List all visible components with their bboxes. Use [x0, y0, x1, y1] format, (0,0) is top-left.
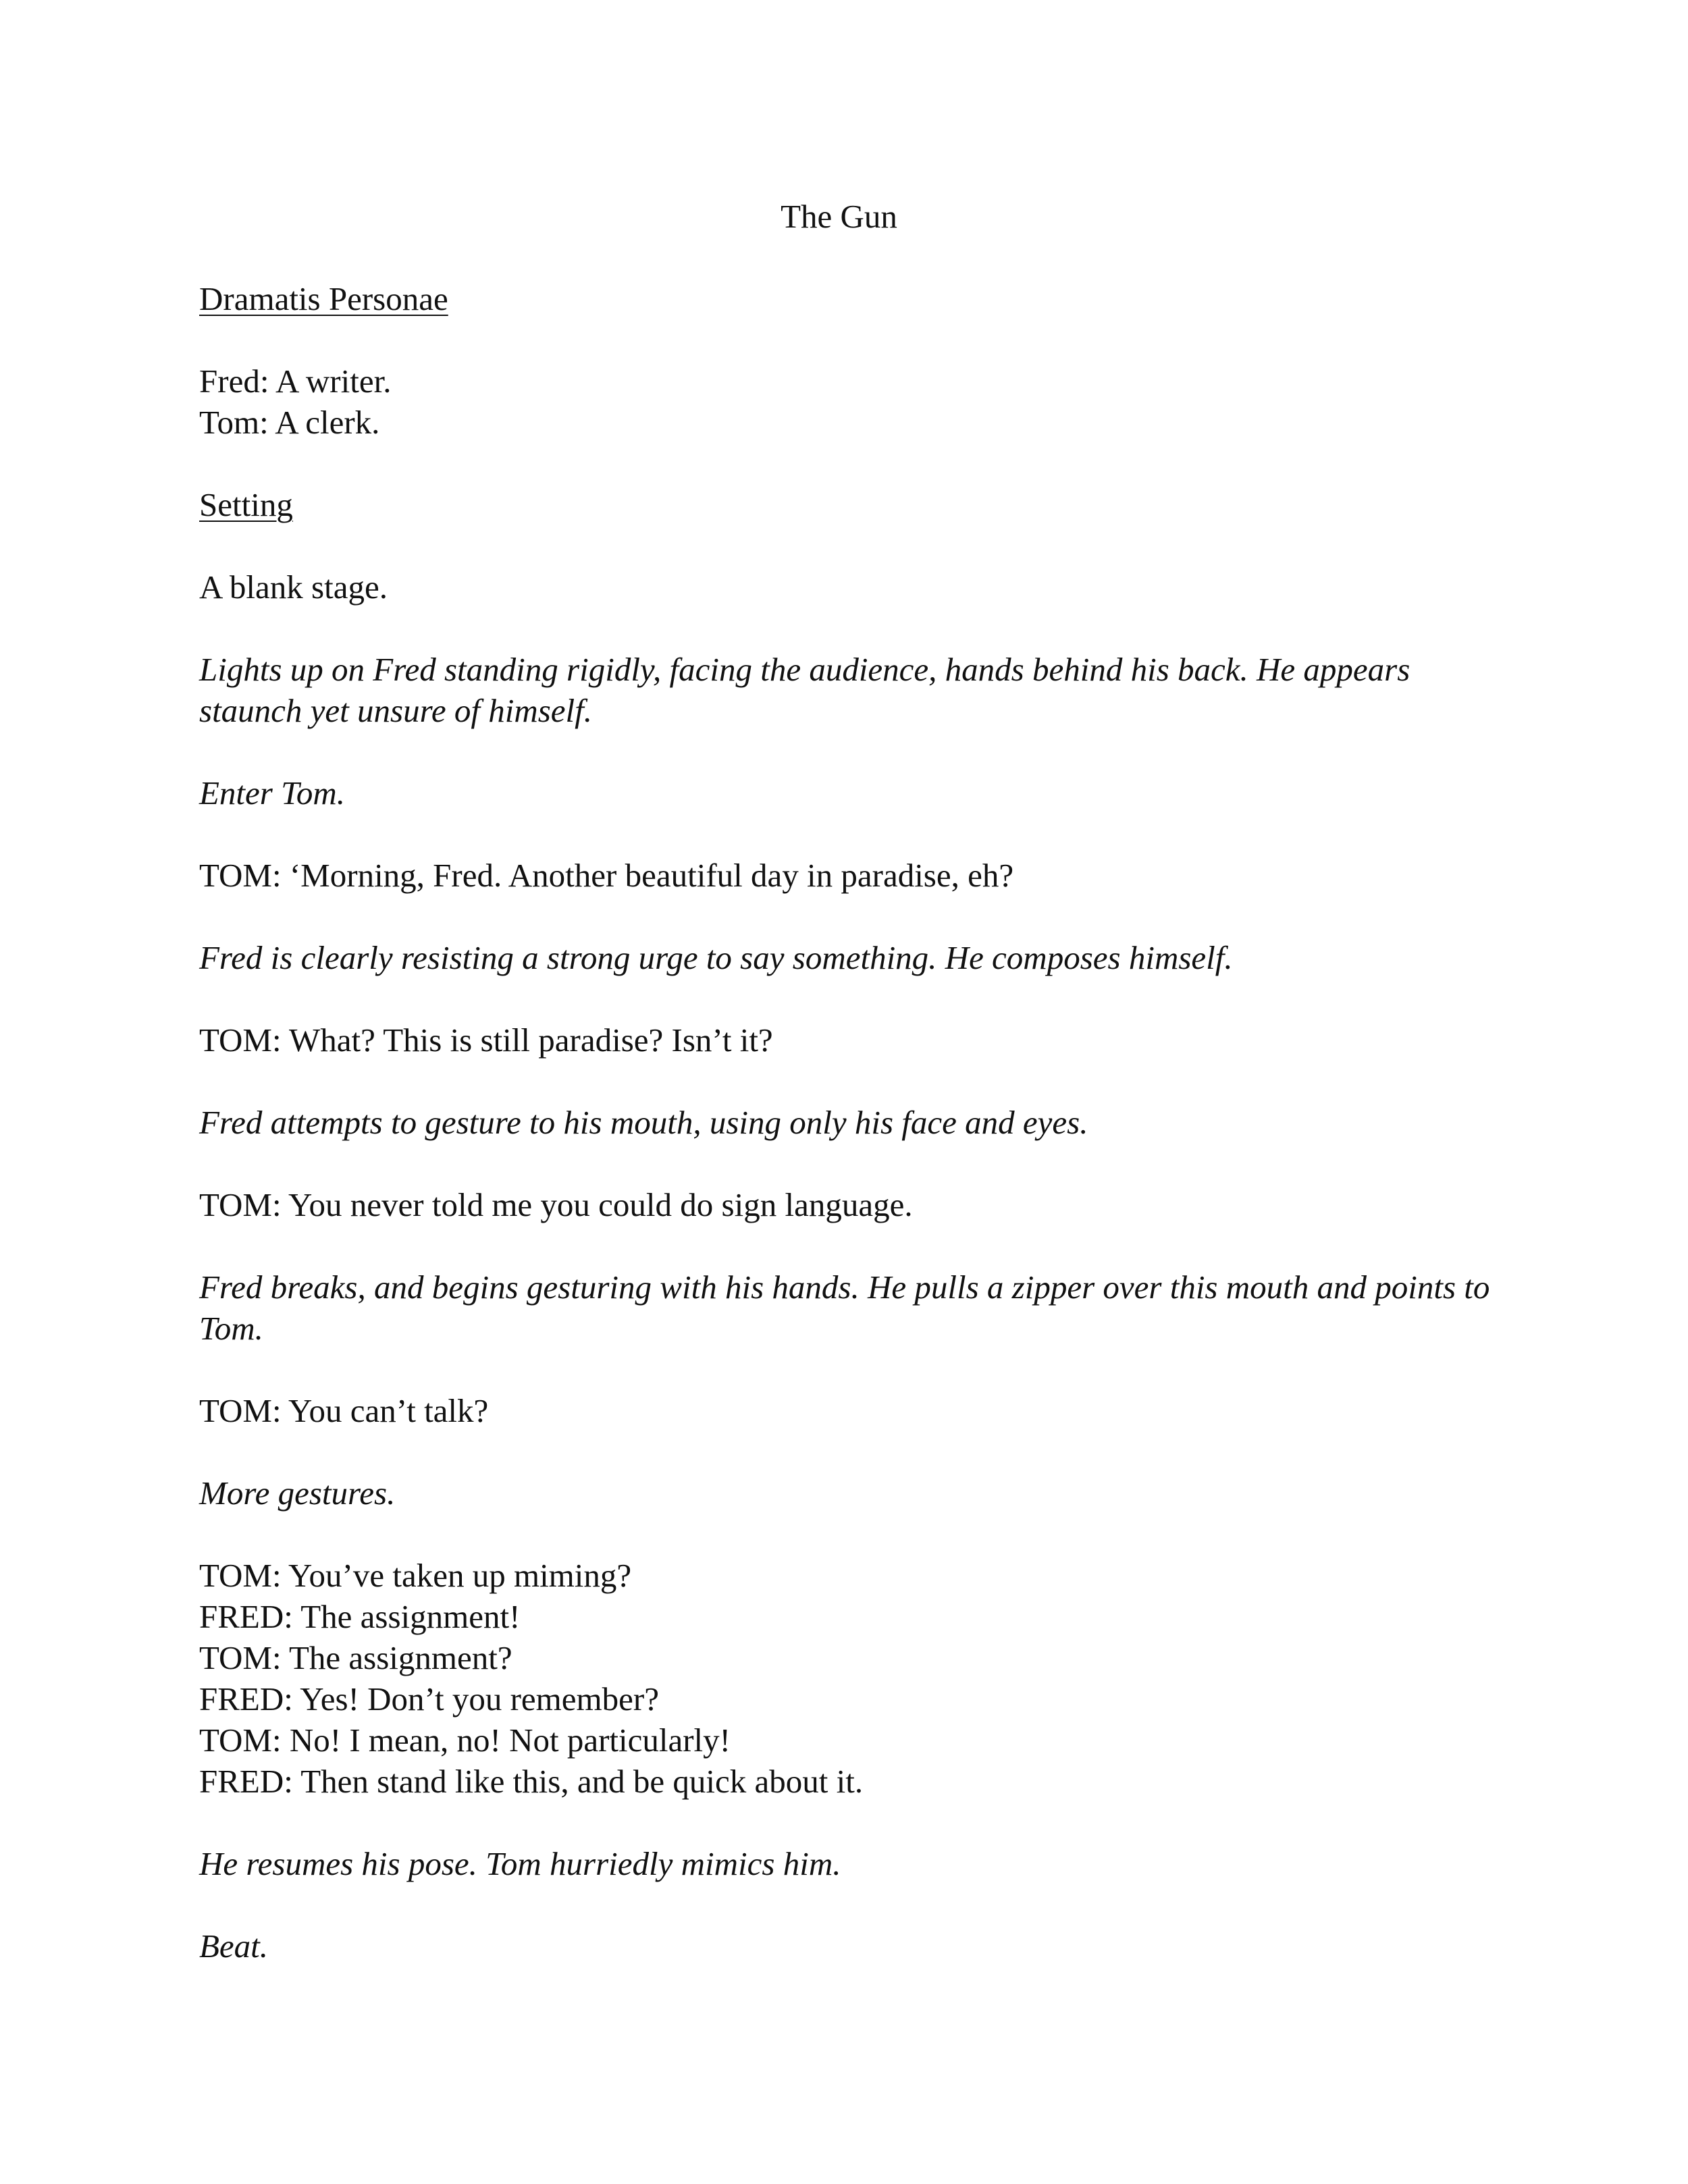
spacer	[199, 608, 1492, 649]
play-title: The Gun	[781, 198, 897, 235]
stage-direction: More gestures.	[199, 1474, 396, 1512]
dialogue-line: TOM: You can’t talk?	[199, 1392, 489, 1429]
dialogue-line: TOM: ‘Morning, Fred. Another beautiful day in paradise, eh?	[199, 857, 1014, 894]
spacer	[199, 1431, 1492, 1472]
dialogue-line: TOM: The assignment?	[199, 1639, 512, 1676]
spacer	[199, 814, 1492, 855]
dialogue-line: TOM: You never told me you could do sign language.	[199, 1186, 913, 1223]
spacer	[199, 896, 1492, 937]
spacer	[199, 978, 1492, 1019]
spacer	[199, 525, 1492, 566]
setting-heading: Setting	[199, 486, 293, 523]
spacer	[199, 443, 1492, 484]
stage-direction: Beat.	[199, 1927, 269, 1965]
stage-direction: Lights up on Fred standing rigidly, facing the audience, hands behind his back. He appears staunch yet unsure of himself.	[199, 651, 1410, 729]
spacer	[199, 731, 1492, 772]
stage-direction: Fred is clearly resisting a strong urge to say something. He composes himself.	[199, 939, 1233, 976]
dialogue-line: FRED: Yes! Don’t you remember?	[199, 1680, 659, 1717]
setting-text: A blank stage.	[199, 568, 388, 606]
dialogue-line: FRED: Then stand like this, and be quick about it.	[199, 1763, 864, 1800]
character-fred: Fred: A writer.	[199, 363, 392, 400]
stage-direction: Fred breaks, and begins gesturing with his hands. He pulls a zipper over this mouth and points to Tom.	[199, 1269, 1490, 1347]
spacer	[199, 1514, 1492, 1555]
spacer	[199, 1061, 1492, 1102]
dramatis-personae-heading: Dramatis Personae	[199, 280, 448, 317]
character-tom: Tom: A clerk.	[199, 404, 380, 441]
stage-direction: He resumes his pose. Tom hurriedly mimics him.	[199, 1845, 841, 1882]
dialogue-line: TOM: What? This is still paradise? Isn’t it?	[199, 1021, 773, 1059]
dialogue-line: FRED: The assignment!	[199, 1598, 521, 1635]
spacer	[199, 1143, 1492, 1184]
spacer	[199, 1802, 1492, 1843]
dialogue-line: TOM: No! I mean, no! Not particularly!	[199, 1722, 731, 1759]
dialogue-line: TOM: You’ve taken up miming?	[199, 1557, 632, 1594]
script-content	[199, 196, 1492, 1967]
spacer	[199, 1225, 1492, 1267]
stage-direction: Enter Tom.	[199, 774, 346, 811]
spacer	[199, 1884, 1492, 1925]
spacer	[199, 319, 1492, 361]
spacer	[199, 1349, 1492, 1390]
stage-direction: Fred attempts to gesture to his mouth, using only his face and eyes.	[199, 1104, 1088, 1141]
